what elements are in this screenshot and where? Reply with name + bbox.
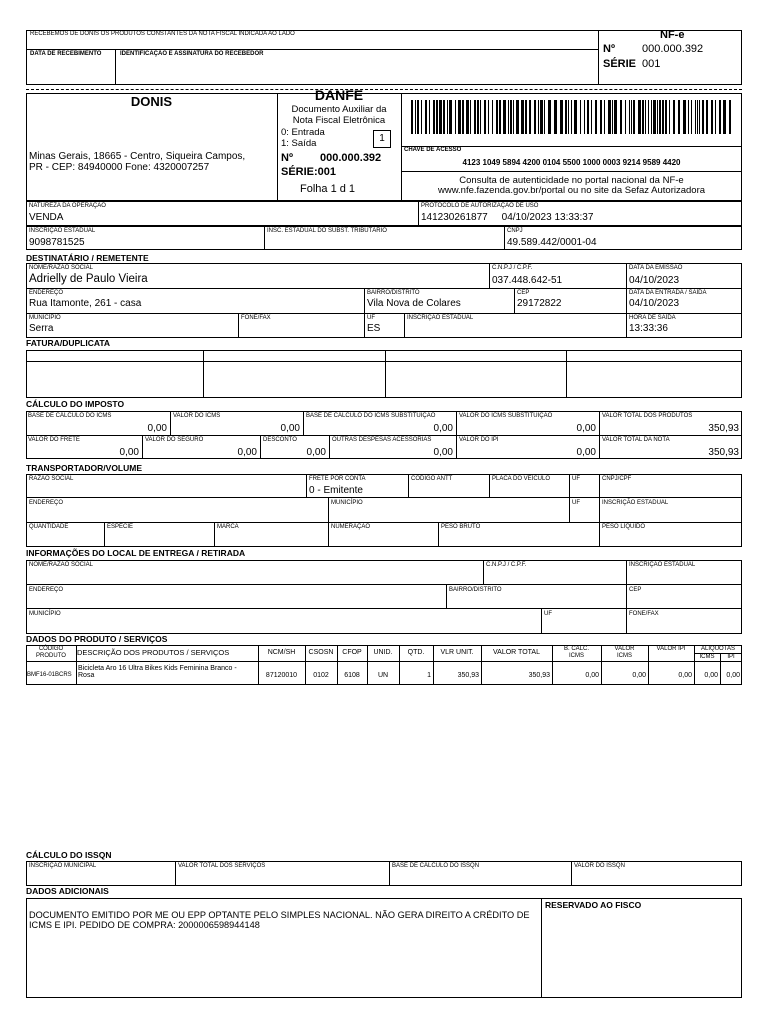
v-prod-label: VALOR TOTAL DOS PRODUTOS: [602, 413, 693, 419]
adicionais-text1: DOCUMENTO EMITIDO POR ME OU EPP OPTANTE PELO SIMPLES NACIONAL. NÃO GERA DIREITO A CRÉDITO DE: [29, 910, 530, 920]
th-vtotal: VALOR TOTAL: [493, 649, 540, 656]
ie-label: INSCRIÇÃO ESTADUAL: [29, 228, 96, 234]
transp-qtd-label: QUANTIDADE: [29, 524, 69, 530]
td-vicms: 0,00: [632, 672, 646, 679]
natureza-label: NATUREZA DA OPERAÇÃO: [29, 203, 106, 209]
transp-esp-label: ESPÉCIE: [107, 524, 134, 530]
issqn-im-label: INSCRIÇÃO MUNICIPAL: [29, 863, 97, 869]
th-aipi: IPI: [727, 654, 735, 660]
transp-frete: 0 - Emitente: [309, 485, 363, 496]
transp-numer-label: NUMERAÇÃO: [331, 524, 371, 530]
dest-mun: Serra: [29, 323, 54, 334]
th-csosn: CSOSN: [308, 649, 334, 656]
dest-emissao: 04/10/2023: [629, 275, 680, 286]
v-nota: 350,93: [708, 447, 739, 458]
transp-uf-label: UF: [572, 476, 580, 482]
issqn-v-label: VALOR DO ISSQN: [574, 863, 625, 869]
danfe-num-label: Nº: [281, 152, 293, 164]
dest-end-label: ENDEREÇO: [29, 290, 64, 296]
th-unid: UNID.: [373, 649, 393, 656]
dest-entrada: 04/10/2023: [629, 298, 680, 309]
canhoto-serie: 001: [642, 58, 661, 70]
issqn-vts-label: VALOR TOTAL DOS SERVIÇOS: [178, 863, 266, 869]
transp-pb-label: PESO BRUTO: [441, 524, 481, 530]
cnpj-value: 49.589.442/0001-04: [507, 237, 597, 248]
danfe-sub1: Documento Auxiliar da: [291, 104, 387, 115]
dest-section: DESTINATÁRIO / REMETENTE: [26, 253, 149, 263]
dest-hora: 13:33:36: [629, 323, 668, 334]
td-bcicms: 0,00: [585, 672, 599, 679]
td-ncm: 87120010: [265, 672, 298, 679]
desc-label: DESCONTO: [263, 437, 297, 443]
ipi-label: VALOR DO IPI: [459, 437, 499, 443]
entrega-ie-label: INSCRIÇÃO ESTADUAL: [629, 562, 696, 568]
th-aicms: ICMS: [699, 654, 715, 660]
chave-value: 4123 1049 5894 4200 0104 5500 1000 0003 9214 9589 4420: [462, 158, 681, 167]
seguro: 0,00: [237, 447, 257, 458]
td-aipi: 0,00: [726, 672, 740, 679]
desc: 0,00: [306, 447, 326, 458]
bc-st: 0,00: [433, 423, 453, 434]
protocolo-label: PROTOCOLO DE AUTORIZAÇÃO DE USO: [421, 203, 539, 209]
entrega-cnpj-label: C.N.P.J / C.P.F.: [486, 562, 527, 568]
transp-placa-label: PLACA DO VEÍCULO: [492, 476, 551, 482]
v-prod: 350,93: [708, 423, 739, 434]
dest-nome: Adrielly de Paulo Vieira: [29, 273, 148, 285]
bc-icms: 0,00: [147, 423, 167, 434]
transp-section: TRANSPORTADOR/VOLUME: [26, 463, 143, 473]
entrega-nome-label: NOME/RAZÃO SOCIAL: [29, 562, 94, 568]
td-qtd: 1: [427, 672, 431, 679]
transp-ie-label: INSCRIÇÃO ESTADUAL: [602, 500, 669, 506]
v-st-label: VALOR DO ICMS SUBSTITUIÇÃO: [459, 413, 553, 419]
th-vicms: VALOR ICMS: [614, 646, 635, 659]
entrega-cep-label: CEP: [629, 587, 642, 593]
seguro-label: VALOR DO SEGURO: [145, 437, 204, 443]
dest-cep-label: CEP: [517, 290, 530, 296]
protocolo-value: 141230261877 04/10/2023 13:33:37: [421, 212, 594, 223]
td-vipi: 0,00: [678, 672, 692, 679]
dest-hora-label: HORA DE SAÍDA: [629, 315, 676, 321]
iest-label: INSC. ESTADUAL DO SUBST. TRIBUTÁRIO: [267, 228, 387, 234]
emitente-addr1: Minas Gerais, 18665 - Centro, Siqueira Campos,: [29, 151, 246, 162]
danfe-entrada: 0: Entrada: [281, 127, 325, 138]
dest-ie-label: INSCRIÇÃO ESTADUAL: [407, 315, 474, 321]
canhoto-serie-label: SÉRIE: [603, 58, 637, 70]
frete-label: VALOR DO FRETE: [28, 437, 80, 443]
td-csosn: 0102: [313, 672, 329, 679]
canhoto-nfe-label: NF-e: [660, 29, 685, 41]
transp-antt-label: CODIGO ANTT: [411, 476, 453, 482]
ipi: 0,00: [576, 447, 596, 458]
dest-emissao-label: DATA DA EMISSÃO: [629, 265, 683, 271]
td-aicms: 0,00: [704, 672, 718, 679]
th-bcicms: B. CALC. ICMS: [563, 646, 589, 659]
danfe-sub2: Nota Fiscal Eletrônica: [292, 115, 386, 126]
bc-st-label: BASE DE CÁLCULO DO ICMS SUBSTITUIÇÃO: [306, 413, 436, 419]
td-vtotal: 350,93: [528, 672, 550, 679]
dest-cpf-label: C.N.P.J / C.P.F.: [492, 265, 533, 271]
danfe-title: DANFE: [314, 87, 364, 103]
natureza-value: VENDA: [29, 212, 64, 223]
dest-cpf: 037.448.642-51: [492, 275, 563, 286]
issqn-section: CÁLCULO DO ISSQN: [26, 850, 112, 860]
transp-end-label: ENDEREÇO: [29, 500, 64, 506]
issqn-box: [26, 861, 742, 886]
transp-box: [26, 474, 742, 547]
fatura-box: [26, 350, 742, 398]
issqn-bc-label: BASE DE CÁLCULO DO ISSQN: [392, 863, 480, 869]
adicionais-section: DADOS ADICIONAIS: [26, 886, 109, 896]
canhoto-num-prefix: Nº: [603, 43, 615, 55]
chave-consulta2: www.nfe.fazenda.gov.br/portal ou no site da Sefaz Autorizadora: [437, 185, 706, 196]
th-codigo: CÓDIGO PRODUTO: [36, 646, 66, 659]
transp-mun-label: MUNICÍPIO: [331, 500, 363, 506]
entrega-bairro-label: BAIRRO/DISTRITO: [449, 587, 502, 593]
transp-pl-label: PESO LÍQUIDO: [602, 524, 646, 530]
td-codigo: BMF16-01BCRS: [27, 672, 72, 678]
dest-uf-label: UF: [367, 315, 375, 321]
entrega-uf-label: UF: [544, 611, 552, 617]
outras-label: OUTRAS DESPESAS ACESSÓRIAS: [332, 437, 432, 443]
th-aliq: ALIQUOTAS: [701, 646, 735, 652]
td-desc2: Rosa: [78, 672, 95, 679]
ie-value: 9098781525: [29, 237, 85, 248]
v-nota-label: VALOR TOTAL DA NOTA: [602, 437, 670, 443]
transp-marca-label: MARCA: [217, 524, 239, 530]
chave-label: CHAVE DE ACESSO: [404, 147, 462, 153]
produtos-section: DADOS DO PRODUTO / SERVIÇOS: [26, 634, 168, 644]
v-icms-label: VALOR DO ICMS: [173, 413, 221, 419]
td-vunit: 350,93: [457, 672, 479, 679]
th-ncm: NCM/SH: [267, 649, 296, 656]
entrega-section: INFORMAÇÕES DO LOCAL DE ENTREGA / RETIRADA: [26, 548, 246, 558]
td-desc1: Bicicleta Aro 16 Ultra Bikes Kids Feminina Branco -: [78, 665, 237, 672]
dest-bairro: Vila Nova de Colares: [367, 298, 461, 309]
entrega-fone-label: FONE/FAX: [629, 611, 659, 617]
dest-cep: 29172822: [517, 298, 562, 309]
transp-frete-label: FRETE POR CONTA: [309, 476, 366, 482]
natureza-row: [26, 201, 742, 226]
outras: 0,00: [433, 447, 453, 458]
dest-nome-label: NOME/RAZÃO SOCIAL: [29, 265, 94, 271]
danfe-saida: 1: Saída: [281, 138, 317, 149]
cnpj-label: CNPJ: [507, 228, 523, 234]
dest-fone-label: FONE/FAX: [241, 315, 271, 321]
td-unid: UN: [377, 672, 389, 679]
transp-cnpj-label: CNPJ/CPF: [602, 476, 632, 482]
dest-entrada-label: DATA DA ENTRADA / SAÍDA: [629, 290, 707, 296]
th-vipi: VALOR IPI: [656, 646, 686, 652]
th-descricao: DESCRIÇÃO DOS PRODUTOS / SERVIÇOS: [77, 648, 230, 657]
canhoto-data-label: DATA DE RECEBIMENTO: [30, 51, 102, 57]
canhoto-text: RECEBEMOS DE DONIS OS PRODUTOS CONSTANTES DA NOTA FISCAL INDICADA AO LADO: [30, 31, 295, 37]
th-qtd: QTD.: [407, 649, 425, 656]
danfe-folha: Folha 1 d 1: [300, 183, 356, 195]
frete: 0,00: [119, 447, 139, 458]
th-vunit: VLR UNIT.: [440, 649, 474, 656]
adicionais-text2: ICMS E IPI. PEDIDO DE COMPRA: 2000006598944148: [29, 920, 260, 930]
transp-uf2-label: UF: [572, 500, 580, 506]
danfe-tipo: 1: [379, 133, 385, 144]
th-cfop: CFOP: [342, 649, 362, 656]
barcode: [411, 100, 734, 134]
v-st: 0,00: [576, 423, 596, 434]
v-icms: 0,00: [280, 423, 300, 434]
emitente-name: DONIS: [130, 94, 173, 109]
dest-end: Rua Itamonte, 261 - casa: [29, 298, 142, 309]
entrega-box: [26, 560, 742, 634]
td-cfop: 6108: [344, 672, 360, 679]
danfe-serie: SÉRIE:001: [281, 166, 337, 178]
emitente-addr2: PR - CEP: 84940000 Fone: 4320007257: [29, 162, 210, 173]
imposto-section: CÁLCULO DO IMPOSTO: [26, 399, 125, 409]
fatura-section: FATURA/DUPLICATA: [26, 338, 111, 348]
entrega-end-label: ENDEREÇO: [29, 587, 64, 593]
dest-uf: ES: [367, 323, 381, 334]
reservado-fisco: RESERVADO AO FISCO: [545, 900, 642, 910]
canhoto-num: 000.000.392: [642, 43, 704, 55]
canhoto-ident-label: IDENTIFICAÇÃO E ASSINATURA DO RECEBEDOR: [120, 51, 264, 57]
bc-icms-label: BASE DE CÁLCULO DO ICMS: [28, 413, 112, 419]
entrega-mun-label: MUNICÍPIO: [29, 611, 61, 617]
danfe-num: 000.000.392: [320, 152, 382, 164]
transp-razao-label: RAZÃO SOCIAL: [29, 476, 74, 482]
chave-consulta1: Consulta de autenticidade no portal nacional da NF-e: [459, 175, 684, 186]
dest-mun-label: MUNICÍPIO: [29, 315, 61, 321]
dest-bairro-label: BAIRRO/DISTRITO: [367, 290, 420, 296]
